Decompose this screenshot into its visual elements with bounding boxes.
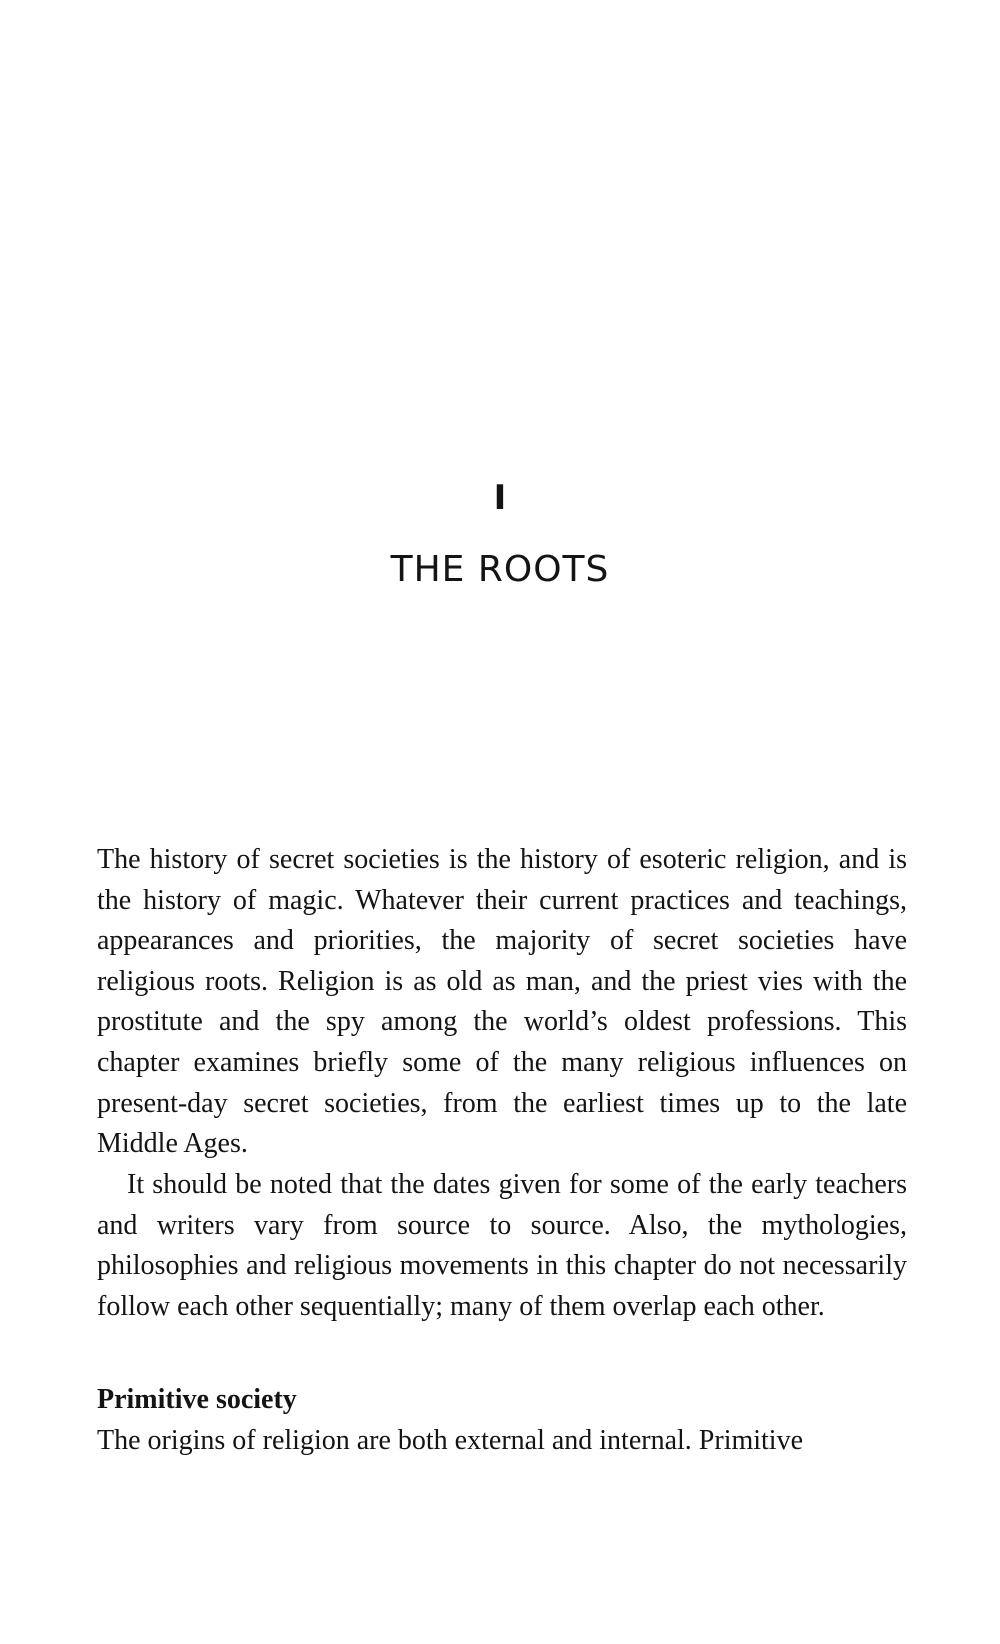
section-paragraph <box>97 1421 907 1462</box>
paragraph-text: The history of secret societies is the history of esoteric religion, and is the history of magic. Whatever their current practices and teachings, appearances and priorities, the majority of secret societies have religious roots. Religion is as old as man, and the priest vies with the prostitute and the spy among the world’s oldest professions. This chapter examines briefly some of the many religious influences on present-day secret societies, from the earliest times up to the late Middle Ages. <box>97 844 907 1160</box>
section-heading: Primitive society <box>97 1384 297 1415</box>
paragraph-text: The origins of religion are both external and internal. Primitive <box>97 1425 804 1456</box>
intro-paragraph <box>97 840 907 1165</box>
note-paragraph <box>97 1165 907 1327</box>
paragraph-text: It should be noted that the dates given for some of the early teachers and writers vary from source to source. Also, the mythologies, philosophies and religious movements in this chapter do not necessarily follow each other sequentially; many of them overlap each other. <box>97 1169 907 1322</box>
chapter-title: THE ROOTS <box>390 549 610 590</box>
chapter-number: I <box>493 478 507 518</box>
